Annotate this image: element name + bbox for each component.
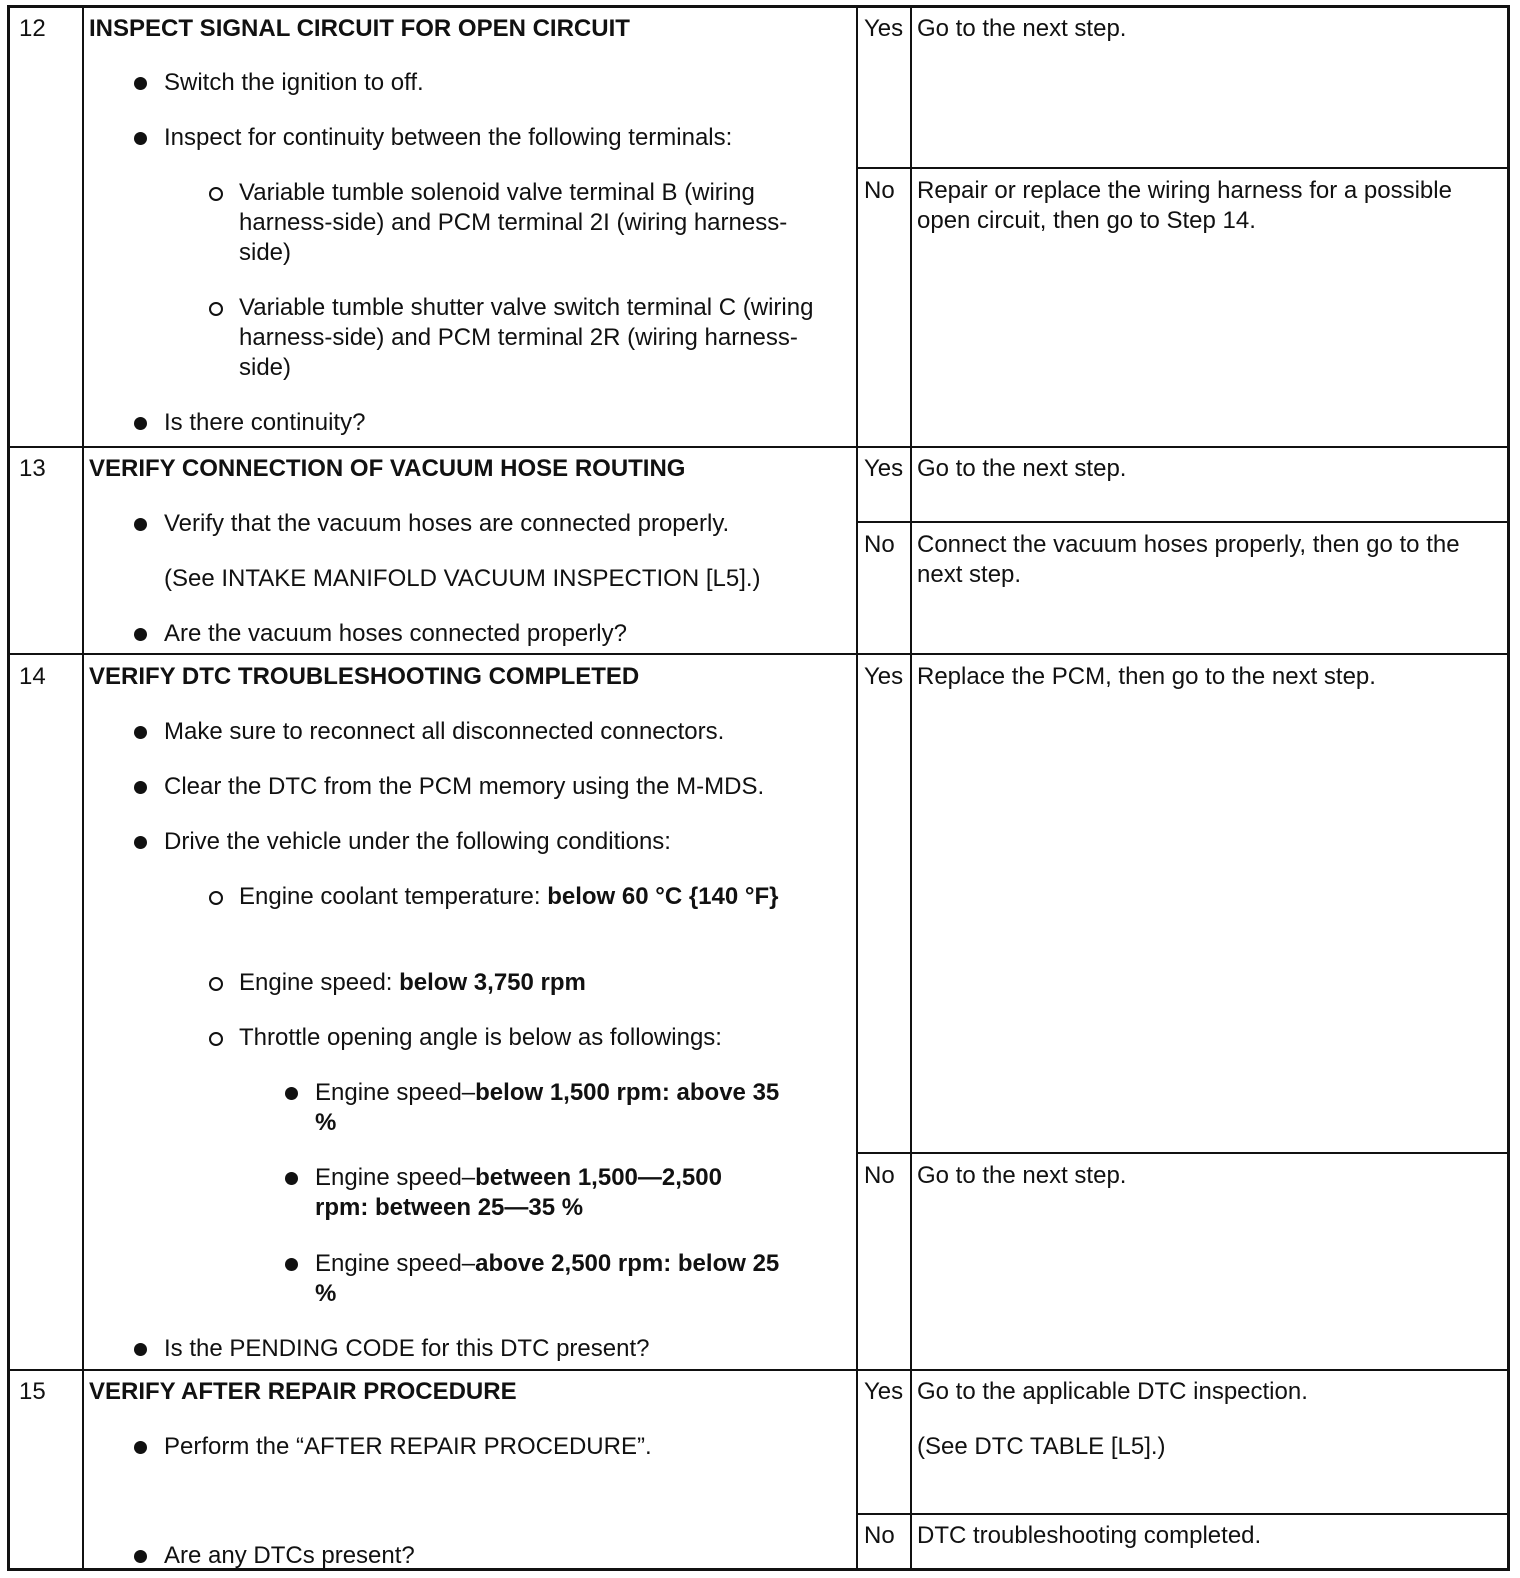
step-title: VERIFY AFTER REPAIR PROCEDURE <box>89 1378 517 1405</box>
bullet-item: Verify that the vacuum hoses are connected properly. <box>164 509 824 539</box>
bullet-item: Perform the “AFTER REPAIR PROCEDURE”. <box>164 1432 824 1462</box>
no-label: No <box>864 1522 895 1549</box>
bullet-item: Clear the DTC from the PCM memory using the M-MDS. <box>164 772 824 802</box>
reference-note: (See INTAKE MANIFOLD VACUUM INSPECTION [L5].) <box>164 565 761 592</box>
bullet-item: Drive the vehicle under the following conditions: <box>164 827 824 857</box>
yes-no-divider <box>856 521 1510 523</box>
sub-sub-bullet-item <box>315 1163 745 1223</box>
bullet-item: Make sure to reconnect all disconnected connectors. <box>164 717 824 747</box>
yes-label: Yes <box>864 1378 904 1405</box>
reference-note: (See DTC TABLE [L5].) <box>917 1433 1166 1460</box>
step-number: 12 <box>19 15 46 42</box>
no-action: Connect the vacuum hoses properly, then go to the next step. <box>917 531 1460 588</box>
yes-no-divider <box>856 1513 1510 1515</box>
sub-sub-bullet-item <box>315 1249 795 1309</box>
no-action: Repair or replace the wiring harness for a possible open circuit, then go to Step 14. <box>917 177 1452 234</box>
step-title: VERIFY CONNECTION OF VACUUM HOSE ROUTING <box>89 455 686 482</box>
no-label: No <box>864 1162 895 1189</box>
sub-bullet-item <box>239 882 779 912</box>
no-label: No <box>864 177 895 204</box>
step-number: 13 <box>19 455 46 482</box>
sub-bullet-item: Throttle opening angle is below as followings: <box>239 1023 819 1053</box>
bullet-item: Inspect for continuity between the following terminals: <box>164 123 824 153</box>
condition-value: above 2,500 rpm: below 25 % <box>315 1250 780 1307</box>
yes-action: Go to the next step. <box>917 455 1127 482</box>
bullet-item: Is the PENDING CODE for this DTC present? <box>164 1334 824 1364</box>
row-divider <box>7 1369 1510 1371</box>
sub-sub-bullet-item <box>315 1078 795 1138</box>
no-action: DTC troubleshooting completed. <box>917 1522 1262 1549</box>
column-divider <box>82 5 84 1571</box>
yes-label: Yes <box>864 663 904 690</box>
condition-label: Engine speed– <box>315 1079 476 1106</box>
step-number: 15 <box>19 1378 46 1405</box>
sub-bullet-item: Variable tumble solenoid valve terminal B (wiring harness-side) and PCM terminal 2I (wiring harness-side) <box>239 178 819 268</box>
no-label: No <box>864 531 895 558</box>
yes-no-divider <box>856 167 1510 169</box>
condition-value: below 60 °C {140 °F} <box>547 883 779 910</box>
column-divider <box>910 5 912 1571</box>
condition-label: Engine speed– <box>315 1164 476 1191</box>
condition-label: Engine coolant temperature: <box>239 883 548 910</box>
sub-bullet-item <box>239 968 819 998</box>
bullet-item: Is there continuity? <box>164 408 824 438</box>
bullet-item: Are any DTCs present? <box>164 1541 824 1571</box>
bullet-item: Are the vacuum hoses connected properly? <box>164 619 824 649</box>
yes-label: Yes <box>864 15 904 42</box>
column-divider <box>856 5 858 1571</box>
yes-action: Replace the PCM, then go to the next step. <box>917 663 1376 690</box>
row-divider <box>7 653 1510 655</box>
condition-label: Engine speed: <box>239 969 400 996</box>
step-title: INSPECT SIGNAL CIRCUIT FOR OPEN CIRCUIT <box>89 15 630 42</box>
bullet-item: Switch the ignition to off. <box>164 68 824 98</box>
step-title: VERIFY DTC TROUBLESHOOTING COMPLETED <box>89 663 640 690</box>
condition-label: Engine speed– <box>315 1250 476 1277</box>
yes-label: Yes <box>864 455 904 482</box>
row-divider <box>7 446 1510 448</box>
condition-value: below 1,500 rpm: above 35 % <box>315 1079 780 1136</box>
condition-value: between 1,500—2,500 rpm: between 25—35 % <box>315 1164 722 1221</box>
step-number: 14 <box>19 663 46 690</box>
yes-no-divider <box>856 1152 1510 1154</box>
sub-bullet-item: Variable tumble shutter valve switch terminal C (wiring harness-side) and PCM terminal 2R (wiring harness-side) <box>239 293 819 383</box>
no-action: Go to the next step. <box>917 1162 1127 1189</box>
yes-action: Go to the applicable DTC inspection. <box>917 1378 1308 1405</box>
yes-action: Go to the next step. <box>917 15 1127 42</box>
condition-value: below 3,750 rpm <box>399 969 586 996</box>
